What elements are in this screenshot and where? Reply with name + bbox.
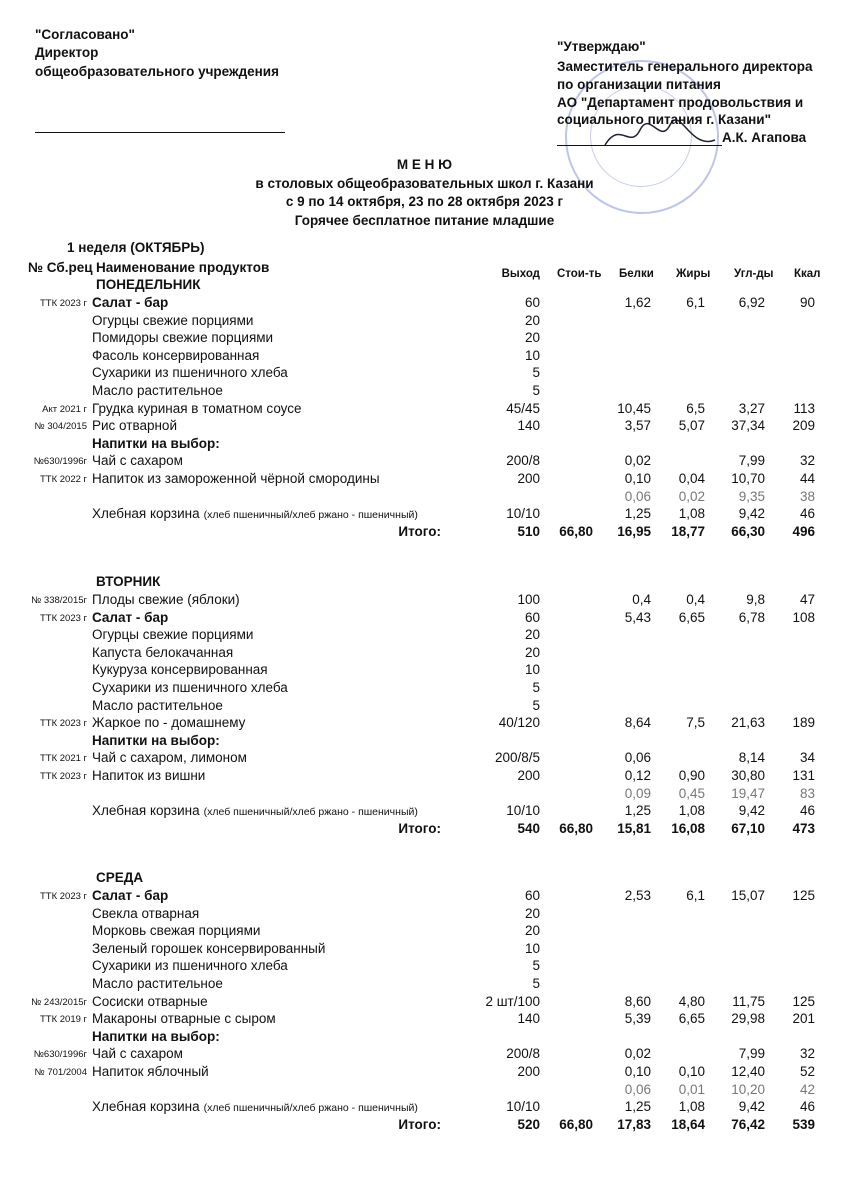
- protein-value: 0,06: [624, 750, 651, 766]
- total-row: [0, 1117, 849, 1135]
- protein-value: 0,06: [624, 1081, 651, 1097]
- day-heading: СРЕДА: [96, 870, 144, 885]
- product-name-text: Свекла отварная: [92, 905, 200, 921]
- yield-value: 200: [517, 1064, 540, 1079]
- protein-value: 16,95: [617, 523, 651, 539]
- product-name: [92, 733, 220, 748]
- total-label: Итого:: [398, 1116, 441, 1132]
- table-row: [0, 506, 849, 524]
- recipe-code: ТТК 2023 г: [39, 771, 87, 782]
- yield-value: 5: [532, 958, 540, 974]
- fat-value: 0,90: [678, 768, 705, 783]
- table-row: [0, 330, 849, 348]
- yield-value: 10/10: [506, 803, 540, 819]
- approval-left-line1: "Согласовано": [35, 27, 135, 42]
- yield-value: 45/45: [506, 400, 540, 416]
- kcal-value: 473: [792, 820, 815, 836]
- recipe-code: № 701/2004: [34, 1067, 87, 1078]
- product-name: [92, 941, 325, 956]
- carbs-value: 9,8: [746, 592, 765, 607]
- protein-value: 5,43: [624, 609, 651, 625]
- approval-left-line3: общеобразовательного учреждения: [35, 64, 279, 79]
- table-row: [0, 662, 849, 680]
- yield-value: 60: [524, 295, 540, 310]
- table-row: [0, 401, 849, 419]
- table-row: [0, 313, 849, 331]
- yield-value: 20: [524, 644, 540, 660]
- table-row: [0, 383, 849, 401]
- fat-value: 6,1: [686, 888, 705, 903]
- approval-right-line1: "Утверждаю": [557, 39, 646, 54]
- table-row: [0, 348, 849, 366]
- protein-value: 0,02: [624, 1046, 651, 1062]
- carbs-value: 10,70: [731, 471, 765, 486]
- fat-value: 0,4: [686, 592, 705, 607]
- product-name: [92, 803, 418, 818]
- yield-value: 2 шт/100: [485, 993, 540, 1009]
- protein-value: 15,81: [617, 820, 651, 836]
- product-name: [92, 1099, 418, 1114]
- product-note: (хлеб пшеничный/хлеб ржано - пшеничный): [203, 1102, 418, 1115]
- fat-value: 16,08: [671, 820, 705, 836]
- product-name-text: Напитки на выбор:: [92, 1028, 220, 1044]
- yield-value: 10/10: [506, 1099, 540, 1115]
- carbs-value: 9,42: [738, 506, 765, 522]
- yield-value: 20: [524, 312, 540, 328]
- product-name: [92, 1064, 209, 1079]
- product-name: [92, 888, 168, 903]
- yield-value: 40/120: [498, 715, 540, 731]
- kcal-value: 209: [792, 418, 815, 434]
- product-name: [92, 976, 223, 991]
- table-row: [0, 645, 849, 663]
- product-name-text: Напитки на выбор:: [92, 435, 220, 451]
- product-name: [92, 348, 259, 363]
- carbs-value: 3,27: [738, 400, 765, 416]
- recipe-code: ТТК 2021 г: [39, 753, 87, 765]
- product-name: [92, 1011, 276, 1026]
- product-name-text: Морковь свежая порциями: [92, 923, 261, 939]
- recipe-code: Акт 2021 г: [42, 403, 87, 415]
- kcal-value: 90: [799, 295, 815, 310]
- protein-value: 5,39: [624, 1011, 651, 1027]
- protein-value: 8,64: [624, 715, 651, 731]
- carbs-value: 8,14: [738, 750, 765, 766]
- col-cost-header: Стои-ть: [557, 268, 602, 280]
- kcal-value: 46: [799, 1099, 815, 1115]
- fat-value: 6,1: [686, 295, 705, 310]
- table-row: [0, 923, 849, 941]
- fat-value: 6,5: [686, 400, 705, 416]
- carbs-value: 76,42: [731, 1116, 765, 1132]
- carbs-value: 6,92: [738, 295, 765, 310]
- product-name-text: Сосиски отварные: [92, 993, 208, 1009]
- fat-value: 0,45: [678, 785, 705, 801]
- fat-value: 0,01: [678, 1081, 705, 1097]
- kcal-value: 539: [792, 1116, 815, 1132]
- carbs-value: 11,75: [732, 993, 765, 1009]
- carbs-value: 19,47: [731, 785, 765, 801]
- kcal-value: 32: [799, 453, 815, 469]
- approval-left-line2: Директор: [35, 45, 99, 60]
- yield-value: 510: [517, 523, 540, 539]
- carbs-value: 15,07: [731, 888, 765, 903]
- protein-value: 2,53: [624, 888, 651, 903]
- product-name: [92, 645, 233, 660]
- product-name-text: Жаркое по - домашнему: [92, 715, 246, 731]
- approval-right-line3: по организации питания: [557, 77, 721, 92]
- carbs-value: 9,35: [738, 488, 765, 504]
- table-row: [0, 1029, 849, 1047]
- signature-line: [35, 132, 285, 133]
- carbs-value: 6,78: [738, 609, 765, 625]
- kcal-value: 496: [792, 523, 815, 539]
- product-name-text: Макароны отварные с сыром: [92, 1011, 276, 1027]
- product-name: [92, 383, 223, 398]
- product-name-text: Грудка куриная в томатном соусе: [92, 400, 302, 416]
- product-name: [92, 436, 220, 451]
- kcal-value: 38: [799, 488, 815, 504]
- cost-value: 66,80: [559, 523, 593, 539]
- carbs-value: 9,42: [738, 803, 765, 819]
- product-note: (хлеб пшеничный/хлеб ржано - пшеничный): [203, 806, 418, 819]
- recipe-code: № 304/2015: [34, 421, 87, 433]
- product-name-text: Напиток яблочный: [92, 1064, 209, 1079]
- table-row: [0, 888, 849, 906]
- product-name-text: Напитки на выбор:: [92, 732, 220, 748]
- yield-value: 20: [524, 330, 540, 346]
- recipe-code: ТТК 2022 г: [39, 474, 87, 485]
- fat-value: 7,5: [686, 715, 705, 731]
- kcal-value: 52: [799, 1064, 815, 1079]
- signer-line: [557, 145, 722, 146]
- yield-value: 5: [532, 383, 540, 398]
- yield-value: 10: [524, 347, 540, 363]
- title-line3: с 9 по 14 октября, 23 по 28 октября 2023 г: [285, 194, 564, 209]
- protein-value: 1,25: [624, 1099, 651, 1115]
- product-name-text: Хлебная корзина: [92, 803, 200, 819]
- yield-value: 100: [517, 592, 540, 607]
- col-bel-header: Белки: [619, 268, 654, 280]
- product-name-text: Салат - бар: [92, 609, 169, 625]
- product-name-text: Напиток из вишни: [92, 768, 206, 783]
- yield-value: 5: [532, 697, 540, 713]
- product-name: [92, 471, 380, 486]
- yield-value: 60: [524, 888, 540, 903]
- recipe-code: ТТК 2023 г: [39, 891, 87, 902]
- table-row: [0, 941, 849, 959]
- yield-value: 200/8: [506, 453, 540, 469]
- product-name-text: Рис отварной: [92, 418, 177, 434]
- product-name: [92, 365, 288, 380]
- fat-value: 4,80: [678, 993, 705, 1009]
- day-heading: ВТОРНИК: [96, 574, 161, 589]
- product-name: [92, 923, 260, 938]
- product-name-text: Напиток из замороженной чёрной смородины: [92, 471, 380, 486]
- kcal-value: 42: [799, 1081, 815, 1097]
- table-row: [0, 471, 849, 489]
- table-row: [0, 365, 849, 383]
- yield-value: 540: [517, 820, 540, 836]
- product-name: [92, 750, 247, 765]
- recipe-code: ТТК 2023 г: [39, 298, 87, 309]
- product-name-text: Хлебная корзина: [92, 1099, 200, 1115]
- table-row: [0, 994, 849, 1012]
- col-ugl-header: Угл-ды: [734, 268, 774, 280]
- col-kk-header: Ккал: [794, 268, 821, 280]
- total-label: Итого:: [398, 523, 441, 539]
- recipe-code: №630/1996г: [33, 1049, 87, 1061]
- protein-value: 0,06: [624, 488, 651, 504]
- table-row: [0, 418, 849, 436]
- cost-value: 66,80: [559, 820, 593, 836]
- protein-value: 0,09: [624, 785, 651, 801]
- week-label: 1 неделя (ОКТЯБРЬ): [67, 240, 205, 255]
- carbs-value: 30,80: [731, 768, 765, 783]
- kcal-value: 113: [793, 400, 815, 416]
- fat-value: 18,77: [671, 523, 705, 539]
- table-row: [0, 489, 849, 507]
- yield-value: 60: [524, 609, 540, 625]
- yield-value: 10/10: [506, 506, 540, 522]
- product-name-text: Чай с сахаром: [92, 1046, 183, 1062]
- product-name: [92, 627, 253, 642]
- protein-value: 1,62: [624, 295, 651, 310]
- fat-value: 0,04: [678, 471, 705, 486]
- fat-value: 6,65: [678, 1011, 705, 1027]
- product-name: [92, 680, 288, 695]
- recipe-code: ТТК 2023 г: [39, 718, 87, 730]
- table-row: [0, 1082, 849, 1100]
- yield-value: 20: [524, 923, 540, 939]
- product-name: [92, 994, 208, 1009]
- product-name-text: Сухарики из пшеничного хлеба: [92, 958, 288, 974]
- protein-value: 0,02: [624, 453, 651, 469]
- col-out-header: Выход: [501, 268, 540, 280]
- day-heading: ПОНЕДЕЛЬНИК: [96, 277, 201, 292]
- product-name: [92, 295, 168, 310]
- product-name: [92, 698, 223, 713]
- yield-value: 140: [517, 418, 540, 434]
- product-name-text: Зеленый горошек консервированный: [92, 940, 326, 956]
- table-row: [0, 453, 849, 471]
- product-name-text: Чай с сахаром, лимоном: [92, 750, 247, 766]
- col-zhi-header: Жиры: [676, 268, 711, 280]
- yield-value: 200/8: [506, 1046, 540, 1062]
- table-row: [0, 627, 849, 645]
- kcal-value: 108: [792, 609, 815, 625]
- protein-value: 0,4: [632, 592, 651, 607]
- protein-value: 3,57: [624, 418, 651, 434]
- title-line2: в столовых общеобразовательных школ г. Казани: [255, 176, 594, 191]
- yield-value: 200/8/5: [494, 750, 540, 766]
- product-name-text: Кукуруза консервированная: [92, 662, 268, 678]
- recipe-code: №630/1996г: [33, 456, 87, 468]
- product-name: [92, 662, 268, 677]
- fat-value: 0,02: [678, 488, 705, 504]
- protein-value: 1,25: [624, 803, 651, 819]
- carbs-value: 66,30: [731, 523, 765, 539]
- total-label: Итого:: [398, 820, 441, 836]
- product-name-text: Сухарики из пшеничного хлеба: [92, 365, 288, 381]
- table-row: [0, 733, 849, 751]
- product-name-text: Помидоры свежие порциями: [92, 330, 274, 346]
- kcal-value: 125: [792, 888, 815, 903]
- product-name-text: Огурцы свежие порциями: [92, 627, 254, 643]
- product-note: (хлеб пшеничный/хлеб ржано - пшеничный): [203, 509, 418, 522]
- product-name: [92, 453, 183, 468]
- carbs-value: 37,34: [731, 418, 765, 434]
- carbs-value: 67,10: [731, 820, 765, 836]
- product-name-text: Фасоль консервированная: [92, 347, 260, 363]
- kcal-value: 32: [799, 1046, 815, 1062]
- product-name-text: Капуста белокачанная: [92, 644, 234, 660]
- product-name-text: Масло растительное: [92, 697, 223, 713]
- table-row: [0, 1046, 849, 1064]
- table-row: [0, 976, 849, 994]
- recipe-code: ТТК 2023 г: [39, 612, 87, 624]
- table-row: [0, 295, 849, 313]
- cost-value: 66,80: [559, 1116, 593, 1132]
- product-name-text: Масло растительное: [92, 976, 223, 991]
- table-row: [0, 1064, 849, 1082]
- product-name: [92, 401, 302, 416]
- yield-value: 20: [524, 905, 540, 921]
- fat-value: 0,10: [678, 1064, 705, 1079]
- protein-value: 0,12: [624, 768, 651, 783]
- product-name-text: Хлебная корзина: [92, 506, 200, 522]
- product-name: [92, 330, 273, 345]
- yield-value: 5: [532, 365, 540, 381]
- table-row: [0, 1099, 849, 1117]
- yield-value: 5: [532, 976, 540, 991]
- table-row: [0, 786, 849, 804]
- product-name-text: Огурцы свежие порциями: [92, 312, 254, 328]
- carbs-value: 29,98: [731, 1011, 765, 1027]
- product-name: [92, 610, 168, 625]
- carbs-value: 7,99: [738, 453, 765, 469]
- product-name-text: Сухарики из пшеничного хлеба: [92, 680, 288, 695]
- carbs-value: 7,99: [738, 1046, 765, 1062]
- table-row: [0, 698, 849, 716]
- fat-value: 1,08: [678, 803, 705, 819]
- recipe-code: № 338/2015г: [31, 595, 87, 606]
- kcal-value: 34: [799, 750, 815, 766]
- product-name: [92, 313, 253, 328]
- product-name: [92, 418, 177, 433]
- table-row: [0, 768, 849, 786]
- kcal-value: 83: [799, 785, 815, 801]
- product-name-text: Плоды свежие (яблоки): [92, 592, 240, 607]
- yield-value: 200: [517, 471, 540, 486]
- kcal-value: 189: [792, 715, 815, 731]
- col-code-header: № Сб.рец: [28, 260, 93, 275]
- carbs-value: 21,63: [731, 715, 765, 731]
- carbs-value: 9,42: [738, 1099, 765, 1115]
- fat-value: 6,65: [678, 609, 705, 625]
- yield-value: 200: [517, 768, 540, 783]
- col-name-header: Наименование продуктов: [96, 260, 270, 275]
- recipe-code: ТТК 2019 г: [39, 1014, 87, 1026]
- protein-value: 8,60: [624, 993, 651, 1009]
- table-row: [0, 750, 849, 768]
- table-row: [0, 680, 849, 698]
- table-row: [0, 803, 849, 821]
- table-row: [0, 715, 849, 733]
- kcal-value: 125: [792, 993, 815, 1009]
- kcal-value: 47: [799, 592, 815, 607]
- carbs-value: 10,20: [731, 1081, 765, 1097]
- product-name-text: Чай с сахаром: [92, 453, 183, 469]
- product-name: [92, 506, 418, 521]
- approval-right-line5: социального питания г. Казани": [557, 112, 771, 127]
- approval-right-line4: АО "Департамент продовольствия и: [557, 95, 804, 110]
- kcal-value: 201: [792, 1011, 815, 1027]
- table-row: [0, 906, 849, 924]
- recipe-code: № 243/2015г: [31, 996, 87, 1008]
- fat-value: 5,07: [678, 418, 705, 434]
- fat-value: 1,08: [678, 1099, 705, 1115]
- product-name: [92, 768, 205, 783]
- yield-value: 10: [524, 940, 540, 956]
- table-row: [0, 958, 849, 976]
- approval-right-line2: Заместитель генерального директора: [557, 59, 813, 74]
- kcal-value: 131: [792, 768, 815, 783]
- signer-name: А.К. Агапова: [722, 130, 807, 145]
- table-row: [0, 610, 849, 628]
- protein-value: 1,25: [624, 506, 651, 522]
- product-name: [92, 592, 240, 607]
- kcal-value: 46: [799, 803, 815, 819]
- yield-value: 140: [517, 1011, 540, 1027]
- kcal-value: 44: [799, 471, 815, 486]
- product-name: [92, 906, 199, 921]
- product-name-text: Масло растительное: [92, 383, 223, 398]
- protein-value: 0,10: [624, 1064, 651, 1079]
- yield-value: 520: [517, 1116, 540, 1132]
- yield-value: 10: [524, 662, 540, 678]
- yield-value: 20: [524, 627, 540, 643]
- table-row: [0, 592, 849, 610]
- product-name: [92, 1029, 220, 1044]
- product-name-text: Салат - бар: [92, 295, 169, 310]
- fat-value: 18,64: [671, 1116, 705, 1132]
- total-row: [0, 524, 849, 542]
- title-line4: Горячее бесплатное питание младшие: [294, 213, 555, 228]
- protein-value: 17,83: [617, 1116, 651, 1132]
- table-row: [0, 436, 849, 454]
- carbs-value: 12,40: [731, 1064, 765, 1079]
- protein-value: 10,45: [617, 400, 651, 416]
- product-name: [92, 715, 245, 730]
- kcal-value: 46: [799, 506, 815, 522]
- product-name: [92, 958, 288, 973]
- table-row: [0, 1011, 849, 1029]
- product-name-text: Салат - бар: [92, 888, 169, 903]
- title-main: М Е Н Ю: [396, 157, 453, 172]
- product-name: [92, 1046, 183, 1061]
- protein-value: 0,10: [624, 471, 651, 486]
- fat-value: 1,08: [678, 506, 705, 522]
- total-row: [0, 821, 849, 839]
- yield-value: 5: [532, 680, 540, 695]
